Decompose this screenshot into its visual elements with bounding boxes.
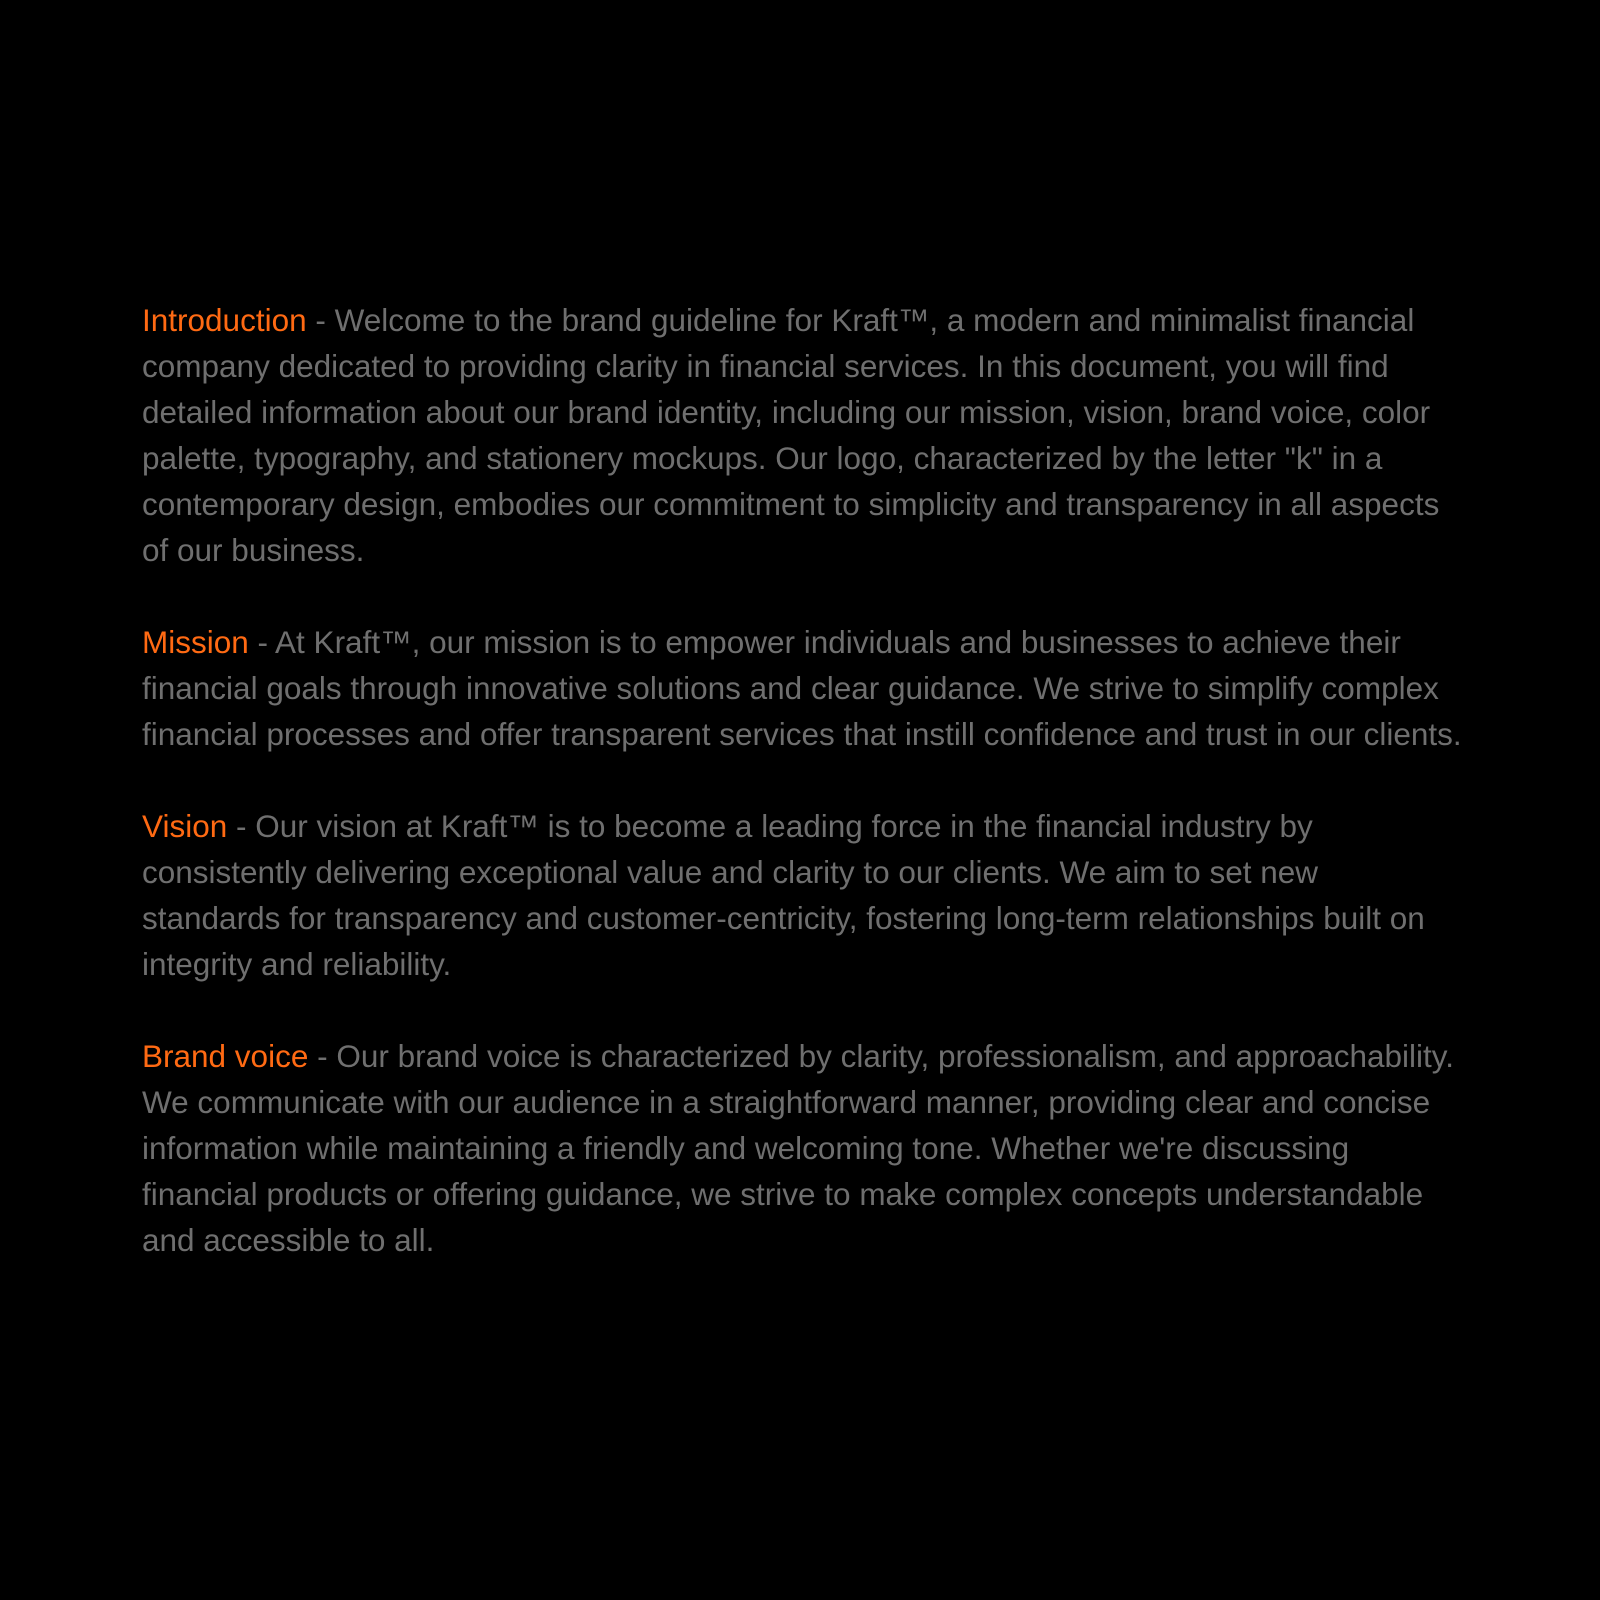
vision-section [142,803,1462,987]
brand-voice-section [142,1033,1462,1263]
mission-section [142,619,1462,757]
mission-heading: Mission [142,624,249,660]
introduction-text: Welcome to the brand guideline for Kraft™, a modern and minimalist financial company dedicated to providing clarity in financial services. In this document, you will find detailed information about our brand identity, including our mission, vision, brand voice, color palette, typography, and stationery mockups. Our logo, characterized by the letter "k" in a contemporary design, embodies our commitment to simplicity and transparency in all aspects of our business. [142,302,1440,568]
vision-heading: Vision [142,808,228,844]
brand-voice-separator: - [308,1038,337,1074]
vision-separator: - [227,808,256,844]
mission-separator: - [248,624,276,660]
introduction-section [142,297,1462,573]
vision-text: Our vision at Kraft™ is to become a leading force in the financial industry by consistently delivering exceptional value and clarity to our clients. We aim to set new standards for transparency and customer-centricity, fostering long-term relationships built on integrity and reliability. [142,808,1425,982]
brand-voice-text: Our brand voice is characterized by clarity, professionalism, and approachability. We communicate with our audience in a straightforward manner, providing clear and concise information while maintaining a friendly and welcoming tone. Whether we're discussing financial products or offering guidance, we strive to make complex concepts understandable and accessible to all. [142,1038,1454,1258]
mission-text: At Kraft™, our mission is to empower individuals and businesses to achieve their financial goals through innovative solutions and clear guidance. We strive to simplify complex financial processes and offer transparent services that instill confidence and trust in our clients. [142,624,1462,752]
introduction-separator: - [306,302,335,338]
introduction-heading: Introduction [142,302,307,338]
brand-voice-heading: Brand voice [142,1038,309,1074]
brand-guideline-content [142,297,1462,1309]
